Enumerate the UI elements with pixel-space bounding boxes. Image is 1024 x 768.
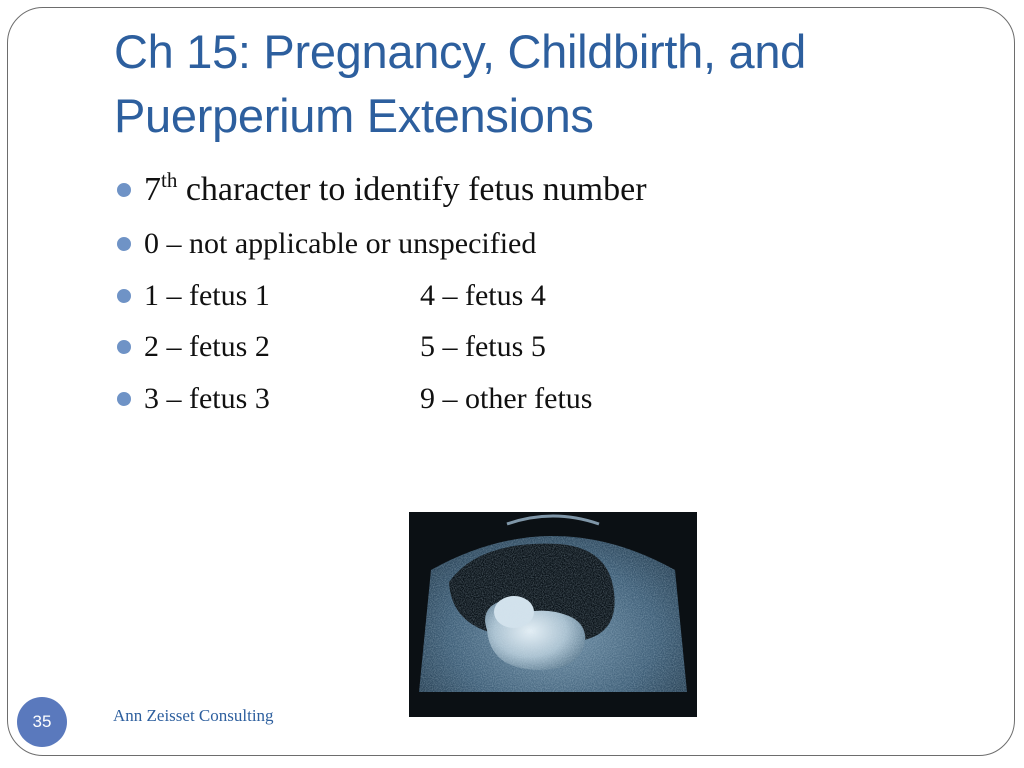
bullet-text-right: 5 – fetus 5 [420,330,546,363]
bullet-text-left: 2 – fetus 2 [144,330,270,363]
bullet-dot-icon [117,392,131,406]
title-line-1: Ch 15: Pregnancy, Childbirth, and [114,25,807,78]
title-line-2: Puerperium Extensions [114,89,594,142]
bullet-item [116,221,647,273]
bullet-dot-icon [117,183,131,197]
bullet-dot-icon [117,340,131,354]
bullet-item [116,376,647,428]
bullet-item [116,273,647,325]
bullet-item [116,324,647,376]
bullet-dot-icon [117,237,131,251]
ordinal-number: 7 [144,171,161,208]
bullet-item [116,166,647,221]
bullet-text-right: 4 – fetus 4 [420,278,546,312]
bullet-text: character to identify fetus number [177,171,647,208]
ordinal-suffix: th [161,168,178,192]
footer-text: Ann Zeisset Consulting [113,706,274,725]
ultrasound-scan-icon [409,512,697,717]
slide-title [114,20,974,148]
bullet-list [116,166,647,427]
ultrasound-image [409,512,697,717]
bullet-text-left: 3 – fetus 3 [144,381,270,415]
page-number-badge: 35 [17,697,67,747]
bullet-dot-icon [117,289,131,303]
bullet-text-right: 9 – other fetus [420,381,593,415]
bullet-text-left: 1 – fetus 1 [144,278,270,312]
bullet-text: 0 – not applicable or unspecified [144,227,537,260]
